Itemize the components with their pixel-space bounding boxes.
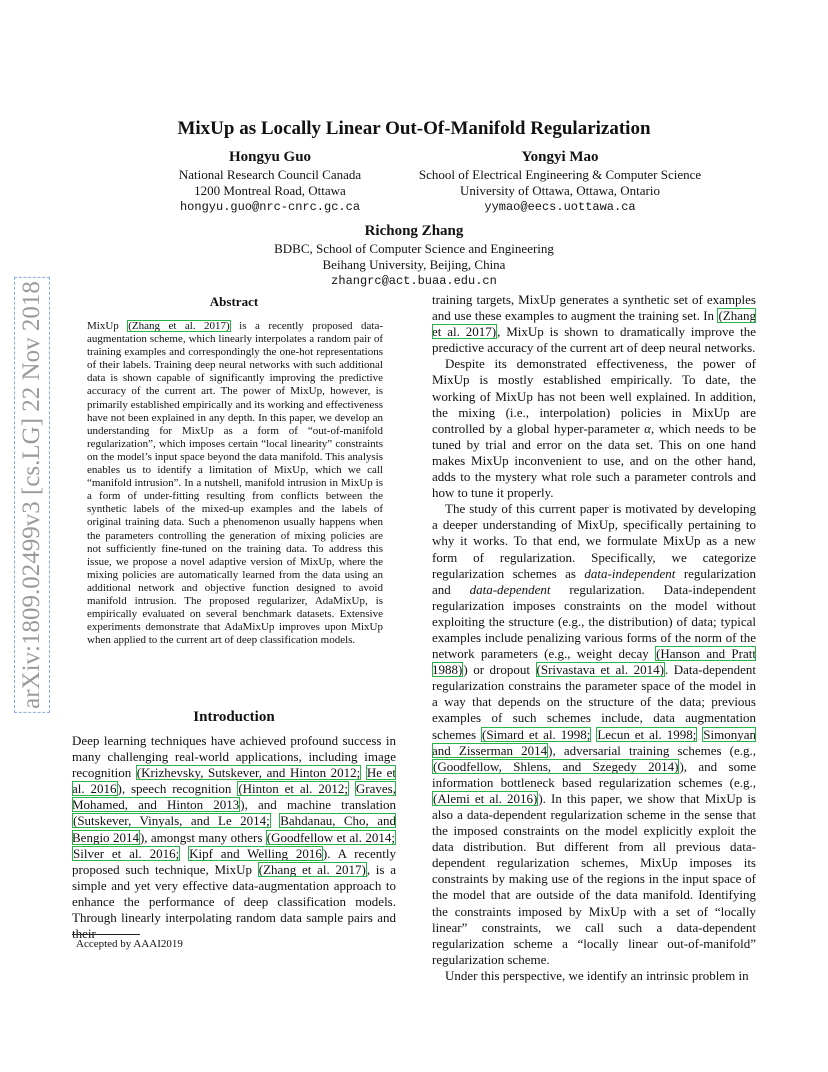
citation-link[interactable]: Simonyan and Zisserman 2014 xyxy=(432,726,757,758)
author-name: Yongyi Mao xyxy=(521,149,599,165)
citation-link[interactable]: Graves, Mohamed, and Hinton 2013 xyxy=(72,781,396,813)
citation-link[interactable]: (Krizhevsky, Sutskever, and Hinton 2012; xyxy=(136,765,361,781)
author-email: hongyu.guo@nrc-cnrc.gc.ca xyxy=(179,200,361,214)
citation-link[interactable]: He et al. 2016 xyxy=(72,765,397,797)
author-affiliation: University of Ottawa, Ottawa, Ontario xyxy=(459,183,660,198)
paragraph: training targets, MixUp generates a synthetic set of examples and use these examples to augment the training set. In (Zhang et al. 2017), MixUp is shown to dramatically improve the predictive accuracy of the current art of deep neural networks. xyxy=(432,292,756,356)
citation-link[interactable]: (Zhang et al. 2017) xyxy=(432,308,756,340)
abstract-heading: Abstract xyxy=(209,294,259,309)
author-block-2 xyxy=(400,148,720,215)
author-affiliation: Beihang University, Beijing, China xyxy=(322,257,506,272)
author-affiliation: 1200 Montreal Road, Ottawa xyxy=(194,183,346,198)
author-email: yymao@eecs.uottawa.ca xyxy=(484,200,636,214)
citation-link[interactable]: Lecun et al. 1998; xyxy=(597,726,697,742)
citation-link[interactable]: (Sutskever, Vinyals, and Le 2014; xyxy=(73,813,270,829)
abstract-text: MixUp (Zhang et al. 2017) is a recently proposed data-augmentation scheme, which linearly interpolates a random pair of training examples and correspondingly the one-hot representations of their labels. Training deep neural networks with such additional data is shown capable of significantly improving the predictive accuracy of the current art. The power of MixUp, however, is primarily established empirically and its working and effectiveness have not been explained in any depth. In this paper, we develop an understanding for MixUp as a form of “out-of-manifold regularization”, which imposes certain “local linearity” constraints on the model’s input space beyond the data manifold. This analysis enables us to identify a limitation of MixUp, which we call “manifold intrusion”. In a nutshell, manifold intrusion in MixUp is a form of under-fitting resulting from conflicts between the synthetic labels of the mixed-up examples and the labels of original training data. Such a phenomenon usually happens when the parameters controlling the generation of mixing policies are not sufficiently fine-tuned on the training data. To address this issue, we propose a novel adaptive version of MixUp, where the mixing policies are automatically learned from the data using an additional network and objective function designed to avoid manifold intrusion. The proposed regularizer, AdaMixUp, is empirically evaluated on several benchmark datasets. Extensive experiments demonstrate that AdaMixUp improves upon MixUp when applied to the current art of deep classification models. xyxy=(87,320,384,647)
citation-link[interactable]: (Goodfellow, Shlens, and Szegedy 2014) xyxy=(433,758,679,774)
arxiv-watermark xyxy=(12,250,52,740)
footnote: Accepted by AAAI2019 xyxy=(76,938,183,950)
author-affiliation: BDBC, School of Computer Science and Engineering xyxy=(274,241,554,256)
citation-link[interactable]: (Goodfellow et al. 2014; xyxy=(266,829,395,845)
author-name: Richong Zhang xyxy=(364,223,464,239)
author-block-1 xyxy=(150,148,390,215)
citation-link[interactable]: (Simard et al. 1998; xyxy=(482,726,591,742)
author-email: zhangrc@act.buaa.edu.cn xyxy=(331,274,497,288)
citation-link[interactable]: Bahdanau, Cho, and Bengio 2014 xyxy=(72,813,397,845)
citation-link[interactable]: Silver et al. 2016; xyxy=(73,845,180,861)
citation-link[interactable]: (Zhang et al. 2017) xyxy=(258,861,366,877)
paper-title: MixUp as Locally Linear Out-Of-Manifold Regularization xyxy=(177,118,651,139)
author-name: Hongyu Guo xyxy=(228,149,312,165)
citation-link[interactable]: (Zhang et al. 2017) xyxy=(128,320,230,332)
citation-link[interactable]: (Hinton et al. 2012; xyxy=(238,781,349,797)
paragraph: The study of this current paper is motivated by developing a deeper understanding of MixUp, specifically pertaining to why it works. To that end, we formulate MixUp as a new form of regularization. Specifically, we categorize regularization schemes as data-independent regularization and data-dependent regularization. Data-independent regularization imposes constraints on the model without exploiting the structure (e.g., the distribution) of data; typical examples include penalizing various forms of the norm of the network parameters (e.g., weight decay (Hanson and Pratt 1988)) or dropout (Srivastava et al. 2014). Data-dependent regularization constrains the parameter space of the model in a way that depends on the structure of the data; previous examples of such schemes include, data augmentation schemes (Simard et al. 1998; Lecun et al. 1998; Simonyan and Zisserman 2014), adversarial training schemes (e.g., (Goodfellow, Shlens, and Szegedy 2014)), and some information bottleneck based regularization schemes (e.g., (Alemi et al. 2016)). In this paper, we show that MixUp is also a data-dependent regularization scheme in the sense that the imposed constraints on the model explicitly exploit the data distribution. But different from all previous data-dependent regularization schemes, MixUp imposes its constraints by making use of the regions in the input space of the model that are outside of the data manifold. Identifying the constraints imposed by MixUp with a set of “locally linear” constraints, we call such a data-dependent regularization scheme a “locally linear out-of-manifold” regularization scheme. xyxy=(432,501,757,967)
citation-link[interactable]: (Srivastava et al. 2014) xyxy=(536,662,664,678)
introduction-text: Deep learning techniques have achieved profound success in many challenging real-world applications, including image recognition (Krizhevsky, Sutskever, and Hinton 2012; He et al. 2016), speech recognition (Hinton et al. 2012; Graves, Mohamed, and Hinton 2013), and machine translation (Sutskever, Vinyals, and Le 2014; Bahdanau, Cho, and Bengio 2014), amongst many others (Goodfellow et al. 2014; Silver et al. 2016; Kipf and Welling 2016). A recently proposed such technique, MixUp (Zhang et al. 2017), is a simple and yet very effective data-augmentation approach to enhance the performance of deep classification models. Through linearly interpolating random data sample pairs and their xyxy=(72,733,397,942)
citation-link[interactable]: (Alemi et al. 2016) xyxy=(433,790,538,806)
citation-link[interactable]: (Hanson and Pratt 1988) xyxy=(432,646,756,678)
author-block-3 xyxy=(214,222,614,289)
right-column-text xyxy=(432,292,756,984)
author-affiliation: School of Electrical Engineering & Computer Science xyxy=(418,167,702,182)
arxiv-id: arXiv:1809.02499v3 [cs.LG] 22 Nov 2018 xyxy=(18,281,45,709)
footnote-rule xyxy=(72,934,140,935)
author-affiliation: National Research Council Canada xyxy=(178,167,362,182)
citation-link[interactable]: Kipf and Welling 2016 xyxy=(189,845,322,861)
introduction-heading: Introduction xyxy=(193,709,275,725)
paragraph: Despite its demonstrated effectiveness, the power of MixUp is mostly established empirically. To date, the working of MixUp has not been well explained. In addition, the mixing (i.e., interpolation) policies in MixUp are controlled by a global hyper-parameter α, which needs to be tuned by trial and error on the data set. This on one hand makes MixUp inconvenient to use, and on the other hand, adds to the mystery what role such a parameter controls and how to tune it properly. xyxy=(432,356,756,501)
paragraph: Under this perspective, we identify an intrinsic problem in xyxy=(445,967,749,983)
